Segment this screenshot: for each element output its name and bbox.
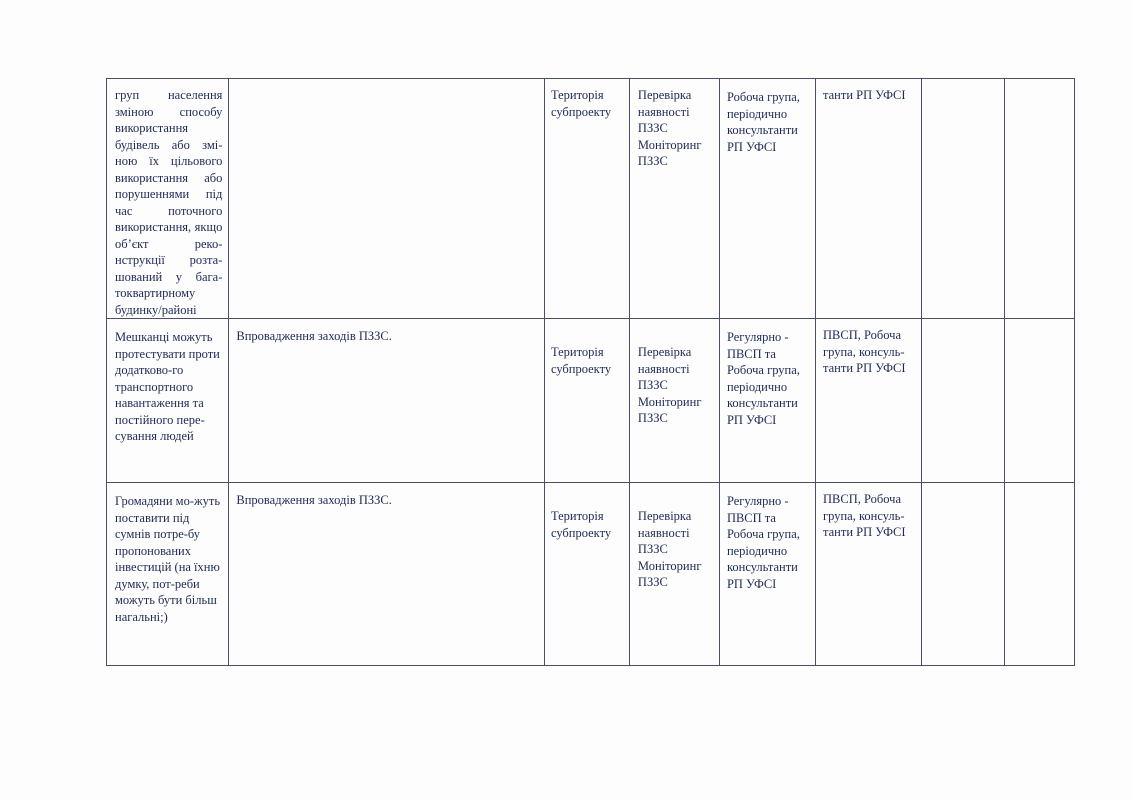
location-cell: Територія субпроекту [544,79,629,319]
schedule-cell: Регулярно - ПВСП та Робоча група, періодично консультанти РП УФСІ [719,319,815,483]
schedule-cell: Регулярно - ПВСП та Робоча група, періодично консультанти РП УФСІ [719,483,815,666]
mitigation-table [106,78,1075,666]
table-row [107,319,1075,483]
responsible-cell: ПВСП, Робоча група, консуль-танти РП УФСІ [816,483,922,666]
empty-cell [1005,319,1075,483]
table-row [107,483,1075,666]
risk-cell: Мешканці можуть протестувати проти додатково-го транспортного навантаження та постійного пере-сування людей [107,319,229,483]
location-cell: Територія субпроекту [544,483,629,666]
measure-cell: Впровадження заходів ПЗЗС. [229,483,545,666]
responsible-cell: танти РП УФСІ [816,79,922,319]
empty-cell [922,319,1005,483]
check-cell: Перевірка наявності ПЗЗС Моніторинг ПЗЗС [629,483,719,666]
empty-cell [1005,483,1075,666]
check-cell: Перевірка наявності ПЗЗС Моніторинг ПЗЗС [629,79,719,319]
empty-cell [922,79,1005,319]
empty-cell [1005,79,1075,319]
check-cell: Перевірка наявності ПЗЗС Моніторинг ПЗЗС [629,319,719,483]
risk-cell: груп населення зміною способу використання будівель або змі-ною їх цільового використання або порушеннями під час поточного використання, якщо об’єкт реко-нструкції розта-шований у бага-токвартирному будинку/районі [107,79,229,319]
measure-cell [229,79,545,319]
empty-cell [922,483,1005,666]
risk-cell: Громадяни мо-жуть поставити під сумнів потре-бу пропонованих інвестицій (на їхню думку, пот-реби можуть бути більш нагальні;) [107,483,229,666]
measure-cell: Впровадження заходів ПЗЗС. [229,319,545,483]
table-row [107,79,1075,319]
schedule-cell: Робоча група, періодично консультанти РП УФСІ [719,79,815,319]
location-cell: Територія субпроекту [544,319,629,483]
responsible-cell: ПВСП, Робоча група, консуль-танти РП УФСІ [816,319,922,483]
